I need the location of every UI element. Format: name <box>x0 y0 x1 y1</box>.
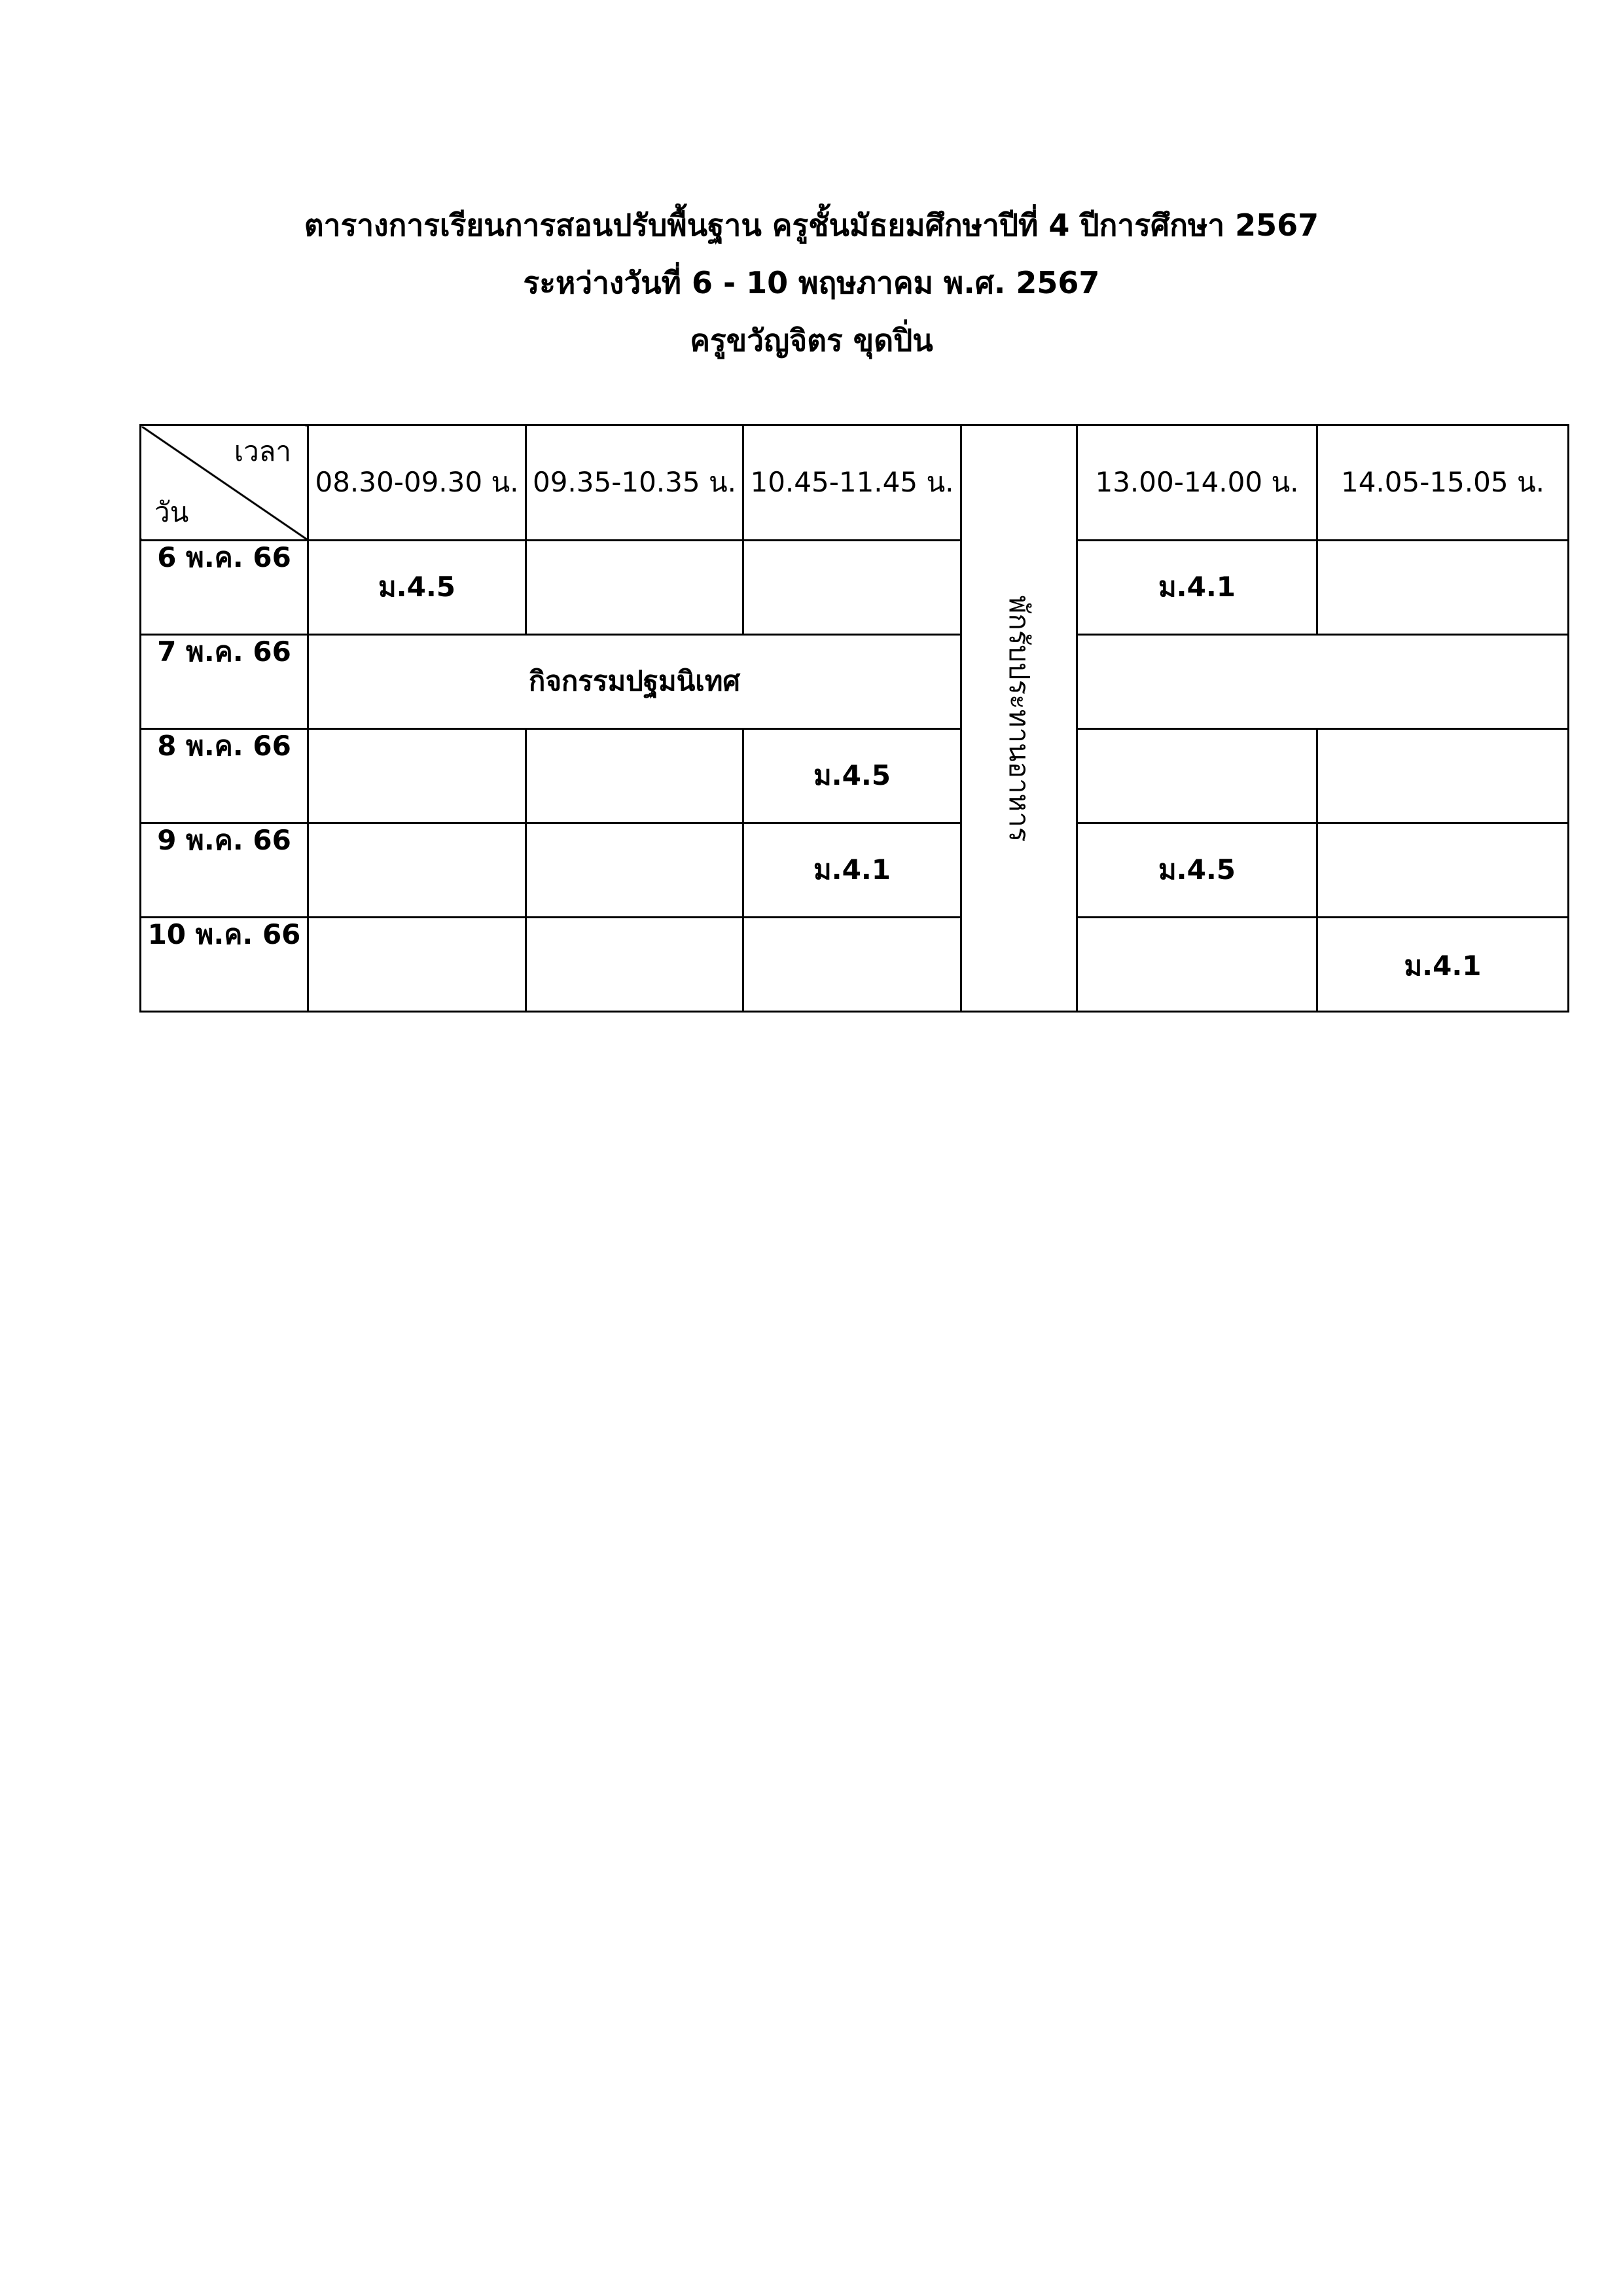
day-label: 7 พ.ค. 66 <box>141 635 308 729</box>
afternoon-cell <box>1077 635 1569 729</box>
table-row-day-5 <box>141 918 1569 1012</box>
lunch-break-label: พักรับประทานอาหาร <box>1003 595 1036 842</box>
time-slot-5: 14.05-15.05 น. <box>1317 425 1569 541</box>
class-cell <box>308 823 526 918</box>
orientation-activity-cell: กิจกรรมปฐมนิเทศ <box>308 635 961 729</box>
day-label: 6 พ.ค. 66 <box>141 541 308 635</box>
table-row-day-4 <box>141 823 1569 918</box>
day-label: 10 พ.ค. 66 <box>141 918 308 1012</box>
class-cell <box>308 918 526 1012</box>
class-cell: ม.4.5 <box>1077 823 1317 918</box>
class-cell: ม.4.1 <box>1317 918 1569 1012</box>
lunch-break-column <box>961 425 1077 1012</box>
class-cell: ม.4.1 <box>1077 541 1317 635</box>
schedule-table <box>139 424 1569 1013</box>
class-cell: ม.4.5 <box>308 541 526 635</box>
class-cell: ม.4.1 <box>743 823 961 918</box>
class-cell <box>743 541 961 635</box>
time-slot-4: 13.00-14.00 น. <box>1077 425 1317 541</box>
class-cell <box>526 823 743 918</box>
document-header <box>0 196 1623 369</box>
teacher-name: ครูขวัญจิตร ขุดปิ่น <box>690 323 933 358</box>
class-cell <box>526 541 743 635</box>
day-label: 8 พ.ค. 66 <box>141 729 308 823</box>
document-title: ตารางการเรียนการสอนปรับพื้นฐาน ครูชั้นมัธยมศึกษาปีที่ 4 ปีการศึกษา 2567 <box>304 207 1319 243</box>
corner-day-label: วัน <box>154 495 189 528</box>
table-row-day-1 <box>141 541 1569 635</box>
corner-cell <box>141 425 308 541</box>
class-cell <box>1077 918 1317 1012</box>
class-cell <box>743 918 961 1012</box>
class-cell <box>1317 541 1569 635</box>
header-row <box>141 425 1569 541</box>
day-label: 9 พ.ค. 66 <box>141 823 308 918</box>
class-cell: ม.4.5 <box>743 729 961 823</box>
time-slot-3: 10.45-11.45 น. <box>743 425 961 541</box>
time-slot-2: 09.35-10.35 น. <box>526 425 743 541</box>
class-cell <box>526 729 743 823</box>
date-range: ระหว่างวันที่ 6 - 10 พฤษภาคม พ.ศ. 2567 <box>523 265 1100 300</box>
class-cell <box>1317 729 1569 823</box>
table-row-day-2 <box>141 635 1569 729</box>
class-cell <box>308 729 526 823</box>
table-row-day-3 <box>141 729 1569 823</box>
time-slot-1: 08.30-09.30 น. <box>308 425 526 541</box>
class-cell <box>526 918 743 1012</box>
corner-time-label: เวลา <box>234 435 291 467</box>
class-cell <box>1077 729 1317 823</box>
class-cell <box>1317 823 1569 918</box>
